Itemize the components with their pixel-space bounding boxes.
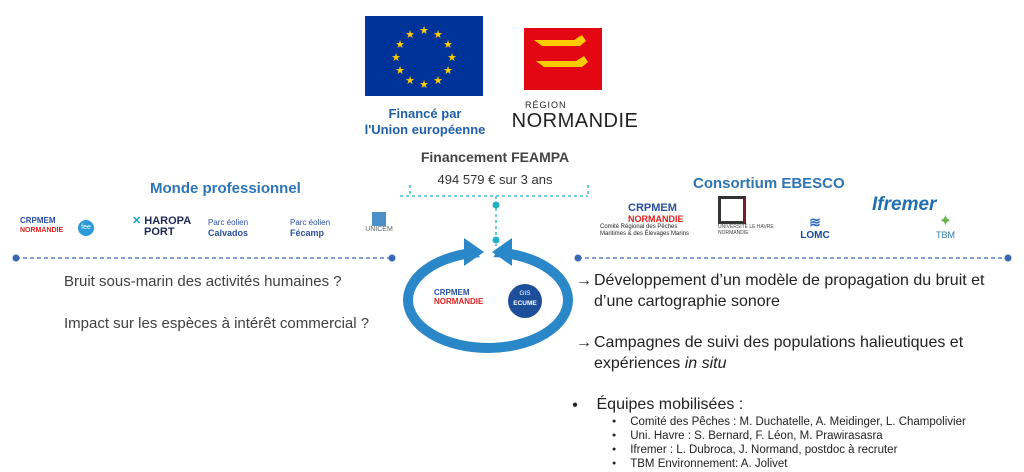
logo-haropa-name: HAROPA xyxy=(144,215,192,227)
left-question-2: Impact sur les espèces à intérêt commercial ? xyxy=(64,315,370,332)
logo-univ-havre-name: UNIVERSITÉ LE HAVRE NORMANDIE xyxy=(718,224,774,236)
svg-text:★: ★ xyxy=(433,74,443,87)
right-logos xyxy=(590,192,1010,252)
logo-lomc-name: LOMC xyxy=(800,230,830,241)
logo-haropa-sub: PORT xyxy=(144,226,175,238)
svg-text:★: ★ xyxy=(405,74,415,87)
svg-text:★: ★ xyxy=(395,38,405,51)
eu-caption-line1: Financé par xyxy=(388,106,462,121)
logo-crpmem-right xyxy=(600,202,720,238)
right-item-1-text: Développement d’un modèle de propagation du bruit et d’une cartographie sonore xyxy=(594,272,985,310)
logo-crpmem-right-caption: Comité Régional des Pêches Maritimes & des Élevages Marins xyxy=(600,224,690,237)
logo-haropa: ✕ HAROPA PORT xyxy=(132,215,192,238)
right-title: Consortium EBESCO xyxy=(693,175,845,192)
team-item: ● TBM Environnement: A. Jolivet xyxy=(612,458,788,471)
logo-crpmem-right-sub: NORMANDIE xyxy=(628,214,684,224)
region-big: NORMANDIE xyxy=(511,110,639,132)
logo-parc-calvados-sub: Calvados xyxy=(208,228,249,238)
svg-text:★: ★ xyxy=(419,78,429,91)
team-item-text: Ifremer : L. Dubroca, J. Normand, postdoc à recruter xyxy=(630,444,898,457)
left-title: Monde professionnel xyxy=(150,180,301,197)
left-question-1: Bruit sous-marin des activités humaines ? xyxy=(64,273,342,290)
center-cycle xyxy=(400,238,576,358)
logo-parc-fecamp xyxy=(290,218,350,239)
teams-list xyxy=(612,415,1022,471)
logo-fee xyxy=(78,220,94,236)
center-crpmem-name: CRPMEM xyxy=(434,288,470,297)
team-item: ● Ifremer : L. Dubroca, J. Normand, postdoc à recruter xyxy=(612,444,898,457)
logo-univ-havre xyxy=(718,196,788,236)
right-item-2 xyxy=(576,332,1016,374)
center-crpmem xyxy=(434,288,483,306)
svg-text:★: ★ xyxy=(433,28,443,41)
gis-ecume-badge xyxy=(508,284,542,318)
team-item: ● Comité des Pêches : M. Duchatelle, A. Meidinger, L. Champolivier xyxy=(612,416,966,429)
left-logos xyxy=(20,212,400,248)
logo-crpmem-left-name: CRPMEM xyxy=(20,216,56,225)
logo-ifremer xyxy=(872,194,936,216)
logo-unicem-name: UNICEM xyxy=(365,226,393,233)
logo-tbm: ✦ TBM xyxy=(936,213,955,240)
logo-unicem xyxy=(360,212,398,233)
logo-crpmem-left-sub: NORMANDIE xyxy=(20,227,64,234)
logo-parc-calvados-name: Parc éolien xyxy=(208,218,249,227)
team-item: ● Uni. Havre : S. Bernard, F. Léon, M. Prawirasasra xyxy=(612,430,883,443)
svg-text:★: ★ xyxy=(419,24,429,37)
team-item-text: Comité des Pêches : M. Duchatelle, A. Meidinger, L. Champolivier xyxy=(630,416,966,429)
logo-fee-name: fee xyxy=(81,224,91,231)
right-item-2-text: Campagnes de suivi des populations halieutiques et expériences xyxy=(594,334,964,372)
svg-text:★: ★ xyxy=(447,51,457,64)
logo-parc-fecamp-name: Parc éolien xyxy=(290,218,331,227)
teams-heading xyxy=(572,394,743,415)
team-item-text: TBM Environnement: A. Jolivet xyxy=(630,458,788,471)
svg-text:★: ★ xyxy=(443,64,453,77)
logo-crpmem-left xyxy=(20,216,75,234)
logo-ifremer-name: Ifremer xyxy=(872,194,937,215)
svg-text:★: ★ xyxy=(405,28,415,41)
gis-label: GIS xyxy=(519,290,531,297)
right-item-2-italic: in situ xyxy=(684,355,727,372)
region-small: RÉGION xyxy=(525,100,567,110)
cycle-arrows-icon xyxy=(400,238,576,358)
arrow-icon: → xyxy=(576,334,592,351)
logo-crpmem-right-name: CRPMEM xyxy=(628,202,677,214)
bullet-icon: ● xyxy=(572,399,579,411)
ecume-label: ECUME xyxy=(513,300,537,307)
funding-title: Financement FEAMPA xyxy=(420,149,570,165)
svg-text:★: ★ xyxy=(391,51,401,64)
logo-tbm-name: TBM xyxy=(936,230,955,240)
team-item-text: Uni. Havre : S. Bernard, F. Léon, M. Prawirasasra xyxy=(630,430,883,443)
arrow-icon: → xyxy=(576,272,592,289)
center-crpmem-sub: NORMANDIE xyxy=(434,297,484,306)
logo-parc-calvados xyxy=(208,218,274,239)
right-item-1 xyxy=(576,270,1016,312)
logo-parc-fecamp-sub: Fécamp xyxy=(290,228,325,238)
funding-amount: 494 579 € sur 3 ans xyxy=(437,172,553,187)
svg-text:★: ★ xyxy=(443,38,453,51)
svg-text:★: ★ xyxy=(395,64,405,77)
eu-caption-line2: l'Union européenne xyxy=(364,122,486,137)
logo-lomc: ≋ LOMC xyxy=(800,214,830,241)
teams-label: Équipes mobilisées : xyxy=(596,396,744,413)
